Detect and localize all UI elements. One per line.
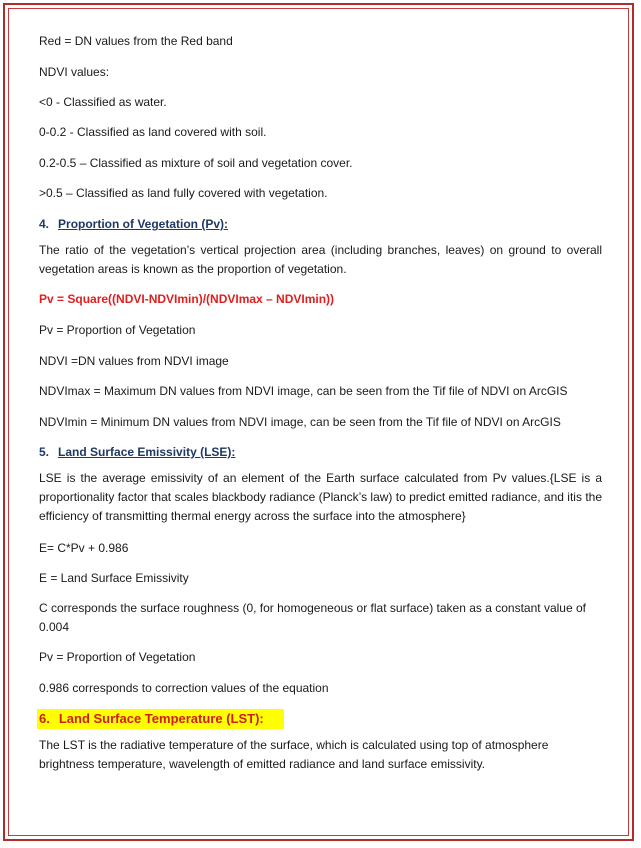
lse-formula: E= C*Pv + 0.986 <box>39 541 129 555</box>
ndvimin-definition: NDVImin = Minimum DN values from NDVI image, can be seen from the Tif file of NDVI on ArcGIS <box>39 415 561 429</box>
constant-definition: 0.986 corresponds to correction values of the equation <box>39 681 329 695</box>
section-4-number: 4. <box>39 217 50 231</box>
red-definition: Red = DN values from the Red band <box>39 34 233 48</box>
ndvi-values-label: NDVI values: <box>39 65 110 79</box>
ndvi-mixture-class: 0.2-0.5 – Classified as mixture of soil and vegetation cover. <box>39 156 353 170</box>
pv-formula: Pv = Square((NDVI-NDVImin)/(NDVImax – NDVImin)) <box>39 292 335 306</box>
section-4-title: Proportion of Vegetation (Pv): <box>58 217 229 231</box>
ndvimax-definition: NDVImax = Maximum DN values from NDVI image, can be seen from the Tif file of NDVI on ArcGIS <box>39 384 568 398</box>
section-6-description: The LST is the radiative temperature of the surface, which is calculated using top of atmosphere brightness temperature, wavelength of emitted radiance and land surface emissivity. <box>39 738 549 771</box>
c-definition: C corresponds the surface roughness (0, for homogeneous or flat surface) taken as a constant value of 0.004 <box>39 601 586 634</box>
pv-definition: Pv = Proportion of Vegetation <box>39 323 196 337</box>
section-4-heading <box>39 215 228 233</box>
ndvi-water-class: <0 - Classified as water. <box>39 95 167 109</box>
section-5-heading <box>39 443 235 461</box>
section-5-number: 5. <box>39 445 50 459</box>
ndvi-vegetation-class: >0.5 – Classified as land fully covered with vegetation. <box>39 186 328 200</box>
pv-definition-2: Pv = Proportion of Vegetation <box>39 650 196 664</box>
e-definition: E = Land Surface Emissivity <box>39 571 189 585</box>
section-5-title: Land Surface Emissivity (LSE): <box>58 445 236 459</box>
section-6-title: Land Surface Temperature (LST): <box>58 711 264 726</box>
section-6-heading <box>39 710 264 728</box>
section-4-description: The ratio of the vegetation’s vertical projection area (including branches, leaves) on ground to overall vegetation areas is known as the proportion of vegetation. <box>39 243 602 276</box>
section-5-description: LSE is the average emissivity of an element of the Earth surface calculated from Pv values.{LSE is a proportionality factor that scales blackbody radiance (Planck’s law) to predict emitted radiance, and itis the efficiency of transmitting thermal energy across the surface into the atmosphere} <box>39 471 602 523</box>
ndvi-definition: NDVI =DN values from NDVI image <box>39 354 229 368</box>
section-6-number: 6. <box>39 711 50 726</box>
ndvi-soil-class: 0-0.2 - Classified as land covered with soil. <box>39 125 267 139</box>
